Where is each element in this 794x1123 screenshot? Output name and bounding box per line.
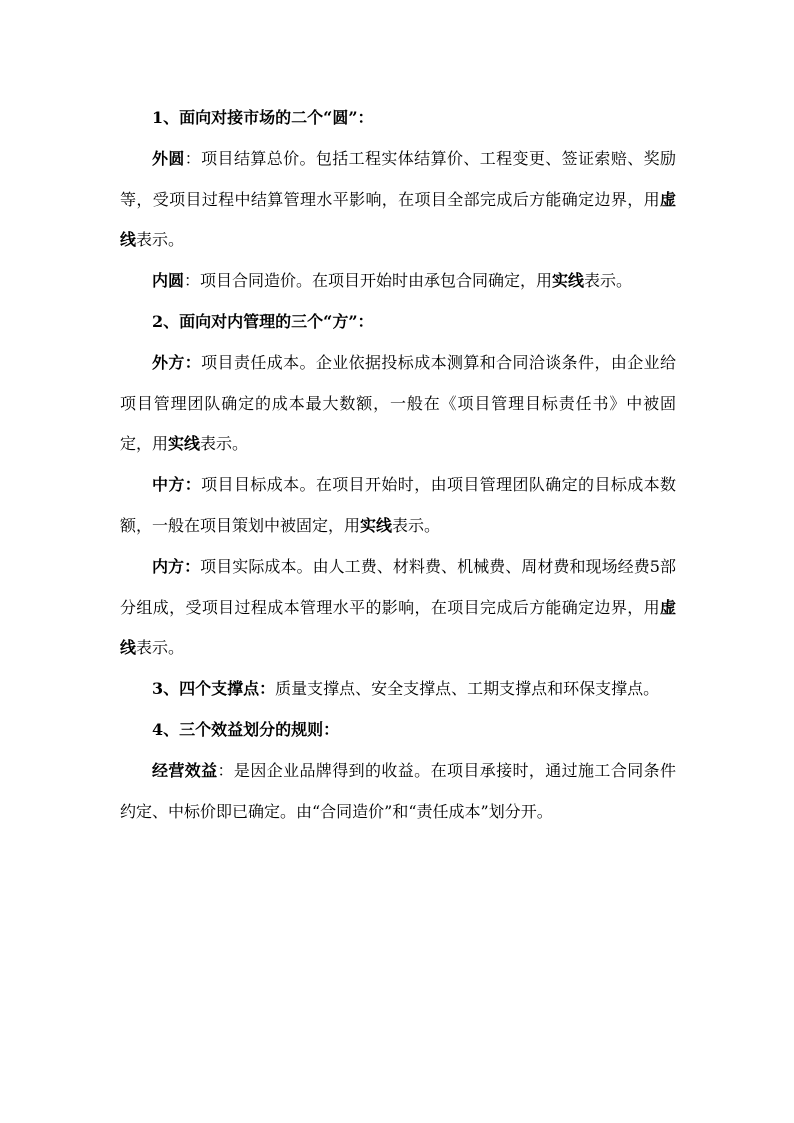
body-text: 表示。 [200, 434, 249, 454]
emphasis-text: 虚线 [120, 597, 676, 658]
heading-text: 4、三个效益划分的规则： [152, 719, 340, 739]
body-text: 表示。 [136, 638, 185, 658]
body-text: 表示。 [584, 271, 633, 291]
heading-text: 1、面向对接市场的二个“圆”： [152, 108, 374, 127]
term-label: 中方： [152, 475, 202, 495]
emphasis-text: 实线 [552, 271, 585, 291]
body-text: ：是因企业品牌得到的收益。在项目承接时，通过施工合同条件约定、中标价即已确定。由“合同造价”和“责任成本”划分开。 [120, 760, 676, 821]
body-text: 表示。 [136, 230, 185, 250]
paragraph-business-benefit [120, 751, 676, 833]
paragraph-inner-square [120, 547, 676, 669]
paragraph-outer-square [120, 343, 676, 465]
paragraph-four-support-points [120, 669, 676, 710]
body-text: 项目责任成本。企业依据投标成本测算和合同洽谈条件，由企业给项目管理团队确定的成本最大数额，一般在《项目管理目标责任书》中被固定，用 [120, 352, 676, 454]
term-label: 内方： [152, 556, 201, 576]
heading-text: 2、面向对内管理的三个“方”： [152, 311, 374, 331]
document-page [120, 98, 676, 832]
emphasis-text: 实线 [168, 434, 201, 454]
body-text: 质量支撑点、安全支撑点、工期支撑点和环保支撑点。 [275, 679, 660, 699]
term-label: 内圆 [152, 271, 185, 291]
body-text: 表示。 [392, 515, 441, 535]
heading-three-squares [120, 302, 676, 343]
heading-two-circles [120, 98, 676, 139]
emphasis-text: 实线 [360, 515, 393, 535]
body-text: ：项目结算总价。包括工程实体结算价、工程变更、签证索赔、奖励等，受项目过程中结算管理水平影响，在项目全部完成后方能确定边界，用 [120, 148, 676, 209]
paragraph-inner-circle [120, 261, 676, 302]
body-text: 项目实际成本。由人工费、材料费、机械费、周材费和现场经费5部分组成，受项目过程成本管理水平的影响，在项目完成后方能确定边界，用 [120, 556, 676, 617]
term-label: 经营效益 [152, 760, 218, 780]
heading-benefit-rules [120, 710, 676, 751]
term-label: 外圆 [152, 148, 185, 168]
emphasis-text: 虚线 [120, 189, 676, 250]
paragraph-middle-square [120, 465, 676, 547]
body-text: ：项目合同造价。在项目开始时由承包合同确定，用 [184, 271, 553, 291]
heading-text: 3、四个支撑点： [152, 679, 276, 699]
term-label: 外方： [152, 352, 202, 372]
body-text: 项目目标成本。在项目开始时，由项目管理团队确定的目标成本数额，一般在项目策划中被固定，用 [120, 475, 676, 535]
paragraph-outer-circle [120, 139, 676, 261]
